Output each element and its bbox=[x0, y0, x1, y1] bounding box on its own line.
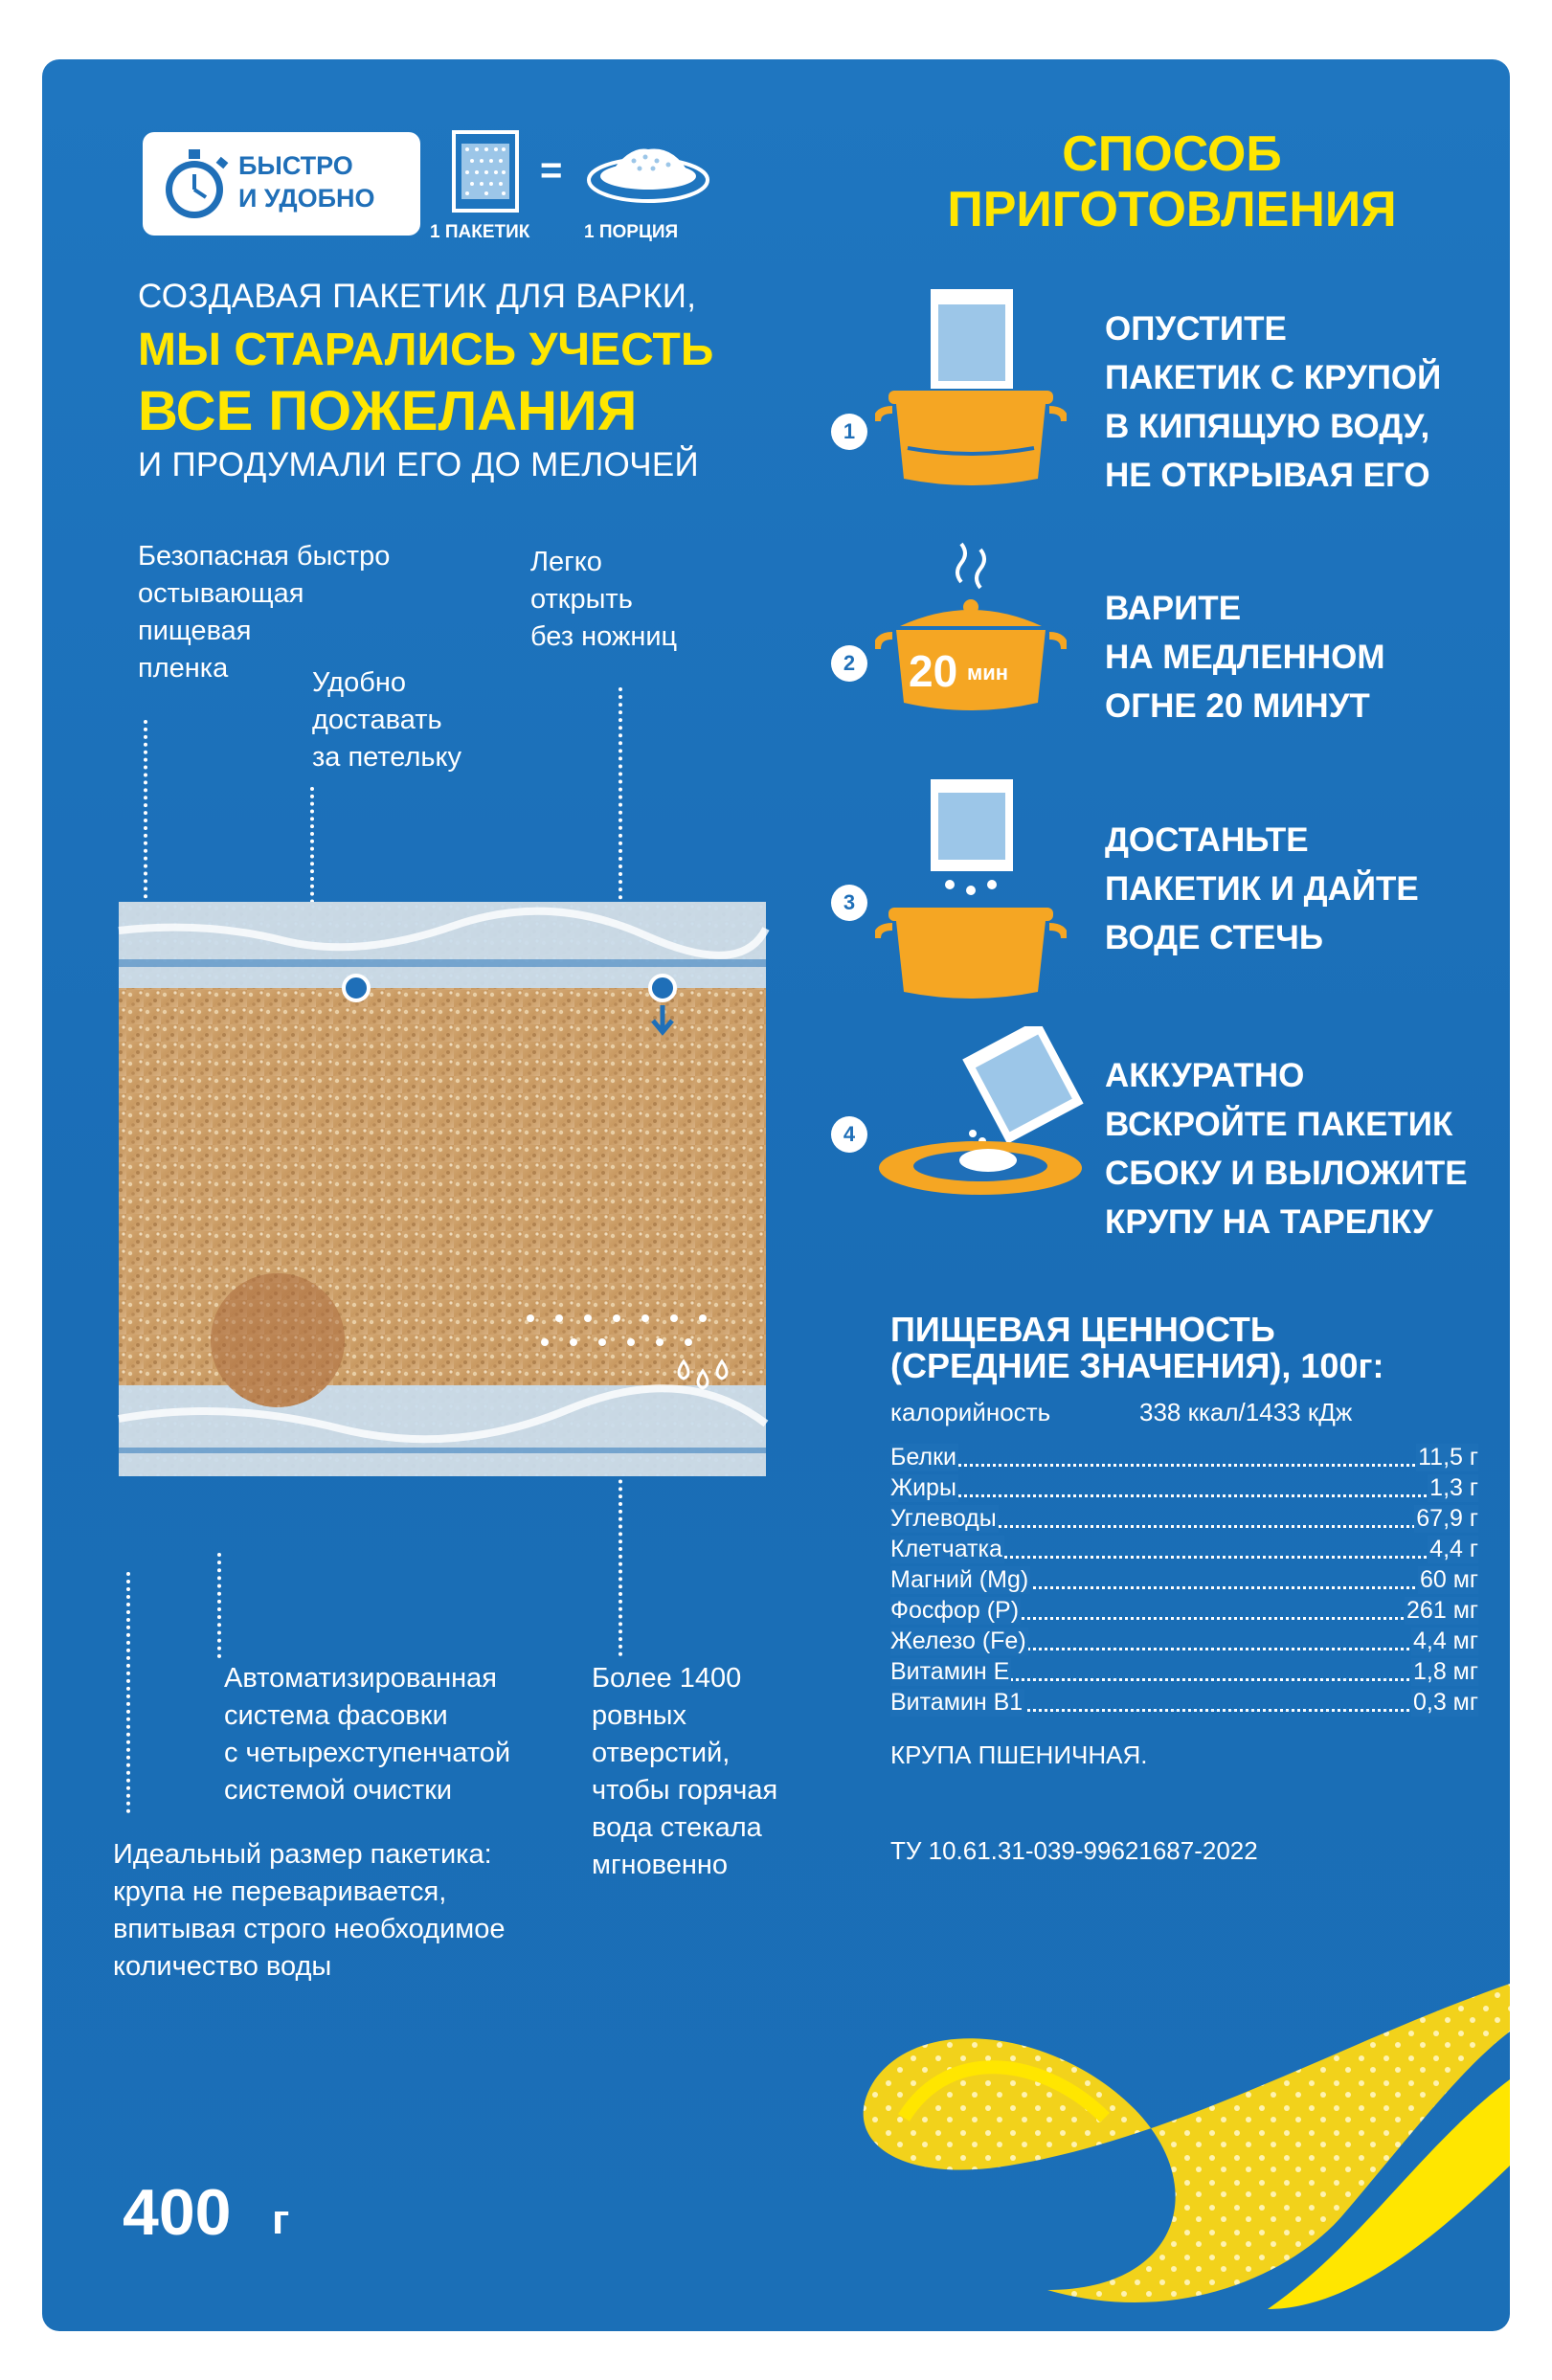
step-2-text: ВАРИТЕ НА МЕДЛЕННОМ ОГНЕ 20 МИНУТ bbox=[1105, 590, 1385, 725]
pot-timer-number: 20 bbox=[909, 646, 958, 696]
nutrition-row: Фосфор (P) 261 мг bbox=[890, 1597, 1478, 1624]
feature-holes: Более 1400 ровных отверстий, чтобы горячая вода стекала мгновенно bbox=[592, 1663, 778, 1880]
intro-line-3: ВСЕ ПОЖЕЛАНИЯ bbox=[138, 380, 638, 442]
feature-system: Автоматизированная система фасовки с четырехступенчатой системой очистки bbox=[224, 1663, 511, 1806]
badge-line-1: БЫСТРО bbox=[238, 151, 353, 180]
step-3-number: 3 bbox=[831, 885, 867, 921]
net-weight-unit: г bbox=[272, 2196, 290, 2243]
feature-open: Легко открыть без ножниц bbox=[530, 547, 678, 652]
nutrition-row: Витамин В1 0,3 мг bbox=[890, 1689, 1478, 1716]
bag-caption: 1 ПАКЕТИК bbox=[430, 222, 530, 242]
calories-value: 338 ккал/1433 кДж bbox=[1139, 1398, 1353, 1426]
nutrition-row: Углеводы 67,9 г bbox=[890, 1505, 1478, 1532]
pot-drain-icon bbox=[875, 777, 1067, 1007]
nutrition-title: ПИЩЕВАЯ ЦЕННОСТЬ (СРЕДНИЕ ЗНАЧЕНИЯ), 100г: bbox=[890, 1310, 1384, 1385]
stopwatch-icon bbox=[156, 144, 235, 224]
product-standard: ТУ 10.61.31-039-99621687-2022 bbox=[890, 1836, 1258, 1865]
net-weight-number: 400 bbox=[123, 2176, 232, 2249]
badge-line-2: И УДОБНО bbox=[238, 184, 375, 213]
method-title: СПОСОБ ПРИГОТОВЛЕНИЯ bbox=[947, 126, 1397, 237]
ribbon-decoration bbox=[731, 1926, 1510, 2331]
product-name: КРУПА ПШЕНИЧНАЯ. bbox=[890, 1740, 1148, 1769]
intro-line-2: МЫ СТАРАЛИСЬ УЧЕСТЬ bbox=[138, 325, 714, 375]
step-1-text: ОПУСТИТЕ ПАКЕТИК С КРУПОЙ В КИПЯЩУЮ ВОДУ, НЕ ОТКРЫВАЯ ЕГО bbox=[1105, 310, 1442, 494]
step-4-text: АККУРАТНО ВСКРОЙТЕ ПАКЕТИК СБОКУ И ВЫЛОЖИТЕ КРУПУ НА ТАРЕЛКУ bbox=[1105, 1057, 1468, 1241]
nutrition-row: Витамин Е 1,8 мг bbox=[890, 1658, 1478, 1685]
bag-icon bbox=[452, 130, 519, 213]
nutrition-row: Жиры 1,3 г bbox=[890, 1474, 1478, 1501]
plate-icon bbox=[586, 142, 710, 205]
intro-line-1: СОЗДАВАЯ ПАКЕТИК ДЛЯ ВАРКИ, bbox=[138, 278, 697, 315]
nutrition-row: Белки 11,5 г bbox=[890, 1444, 1478, 1471]
leader-system bbox=[217, 1553, 221, 1658]
fast-easy-badge bbox=[143, 132, 420, 236]
step-4-number: 4 bbox=[831, 1116, 867, 1153]
pot-timer-icon bbox=[875, 538, 1067, 720]
nutrition-row: Магний (Mg) 60 мг bbox=[890, 1566, 1478, 1593]
pot-timer-unit: мин bbox=[967, 661, 1009, 685]
package-back-panel bbox=[42, 59, 1510, 2331]
portion-caption: 1 ПОРЦИЯ bbox=[584, 222, 679, 242]
calories-label: калорийность bbox=[890, 1398, 1051, 1426]
step-1-number: 1 bbox=[831, 414, 867, 450]
nutrition-row: Клетчатка 4,4 г bbox=[890, 1536, 1478, 1562]
feature-size: Идеальный размер пакетика: крупа не переваривается, впитывая строго необходимое количество воды bbox=[113, 1839, 506, 1982]
equals-sign: = bbox=[540, 149, 563, 191]
nutrition-row: Железо (Fe) 4,4 мг bbox=[890, 1628, 1478, 1654]
leader-size bbox=[126, 1572, 130, 1813]
step-3-text: ДОСТАНЬТЕ ПАКЕТИК И ДАЙТЕ ВОДЕ СТЕЧЬ bbox=[1105, 821, 1419, 956]
feature-loop: Удобно доставать за петельку bbox=[312, 667, 462, 773]
intro-line-4: И ПРОДУМАЛИ ЕГО ДО МЕЛОЧЕЙ bbox=[138, 446, 700, 483]
plate-serve-icon bbox=[875, 1026, 1095, 1199]
step-2-number: 2 bbox=[831, 645, 867, 682]
feature-film: Безопасная быстро остывающая пищевая пленка bbox=[138, 541, 391, 684]
pot-with-bag-icon bbox=[875, 287, 1067, 498]
cooking-bag-image bbox=[109, 835, 798, 1562]
